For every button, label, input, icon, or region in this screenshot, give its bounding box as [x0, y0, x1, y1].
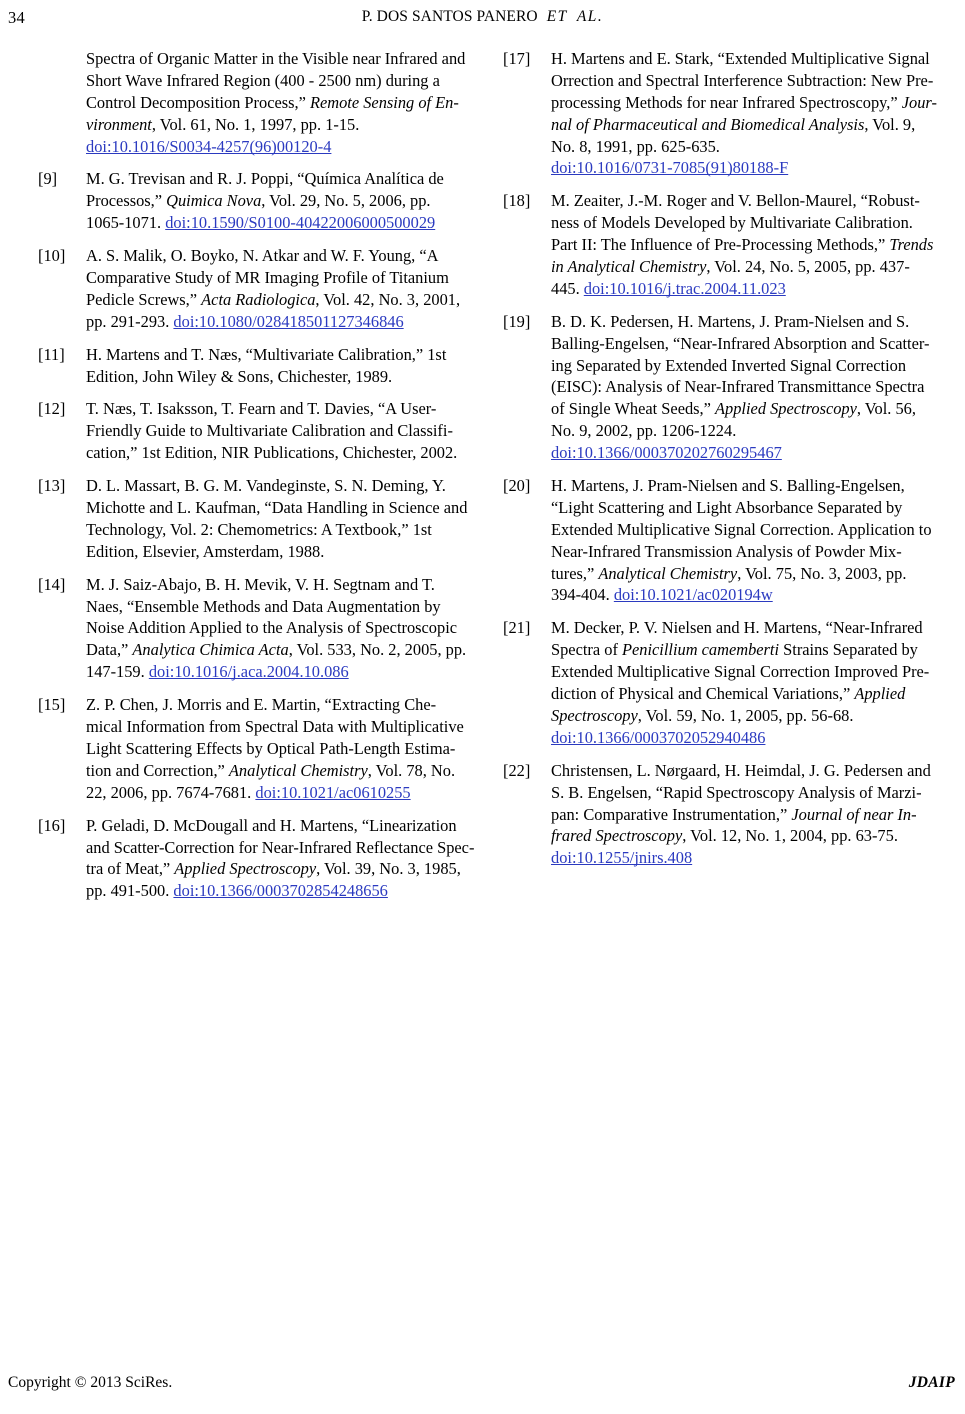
running-title-etal: ET [546, 8, 568, 25]
reference-line: in Analytical Chemistry, Vol. 24, No. 5, 2005, pp. 437- [551, 257, 910, 277]
reference-line: Orrection and Spectral Interference Subtraction: New Pre- [551, 70, 934, 90]
reference-line: H. Martens and E. Stark, “Extended Multiplicative Signal [551, 49, 930, 68]
reference-line: P. Geladi, D. McDougall and H. Martens, “Linearization [86, 815, 457, 835]
journal-title: vironment [86, 114, 152, 134]
reference-text [86, 344, 460, 388]
reference-line: 445. doi:10.1016/j.trac.2004.11.023 [551, 278, 786, 298]
reference-number: [9] [38, 169, 58, 189]
doi-link[interactable]: doi:10.1016/0731-7085(91)80188-F [551, 158, 789, 178]
reference-line: A. S. Malik, O. Boyko, N. Atkar and W. F. Young, “A [86, 246, 439, 266]
reference-text [86, 245, 460, 333]
reference-line: Noise Addition Applied to the Analysis of Spectroscopic [86, 618, 458, 638]
reference-text [551, 190, 934, 299]
reference-text [86, 48, 466, 157]
reference-text [551, 617, 930, 748]
reference-entry [503, 617, 930, 748]
doi-link[interactable]: doi:10.1016/j.aca.2004.10.086 [148, 662, 349, 682]
reference-line: frared Spectroscopy, Vol. 12, No. 1, 2004, pp. 63-75. [551, 826, 898, 846]
reference-line: processing Methods for near Infrared Spectroscopy,” Jour- [551, 92, 937, 112]
reference-line: tion and Correction,” Analytical Chemistry, Vol. 78, No. [86, 760, 456, 780]
copyright-notice: Copyright © 2013 SciRes. [8, 1374, 173, 1391]
reference-text [86, 475, 468, 563]
reference-line: S. B. Engelsen, “Rapid Spectroscopy Analysis of Marzi- [551, 782, 922, 802]
reference-number: [13] [38, 476, 66, 496]
reference-line: ness of Models Developed by Multivariate Calibration. [551, 213, 913, 233]
reference-line: 22, 2006, pp. 7674-7681. doi:10.1021/ac0610255 [86, 782, 411, 802]
reference-text [551, 48, 937, 179]
journal-title: Applied [854, 684, 906, 704]
reference-number: [11] [38, 344, 65, 364]
reference-text [86, 694, 464, 803]
reference-line: vironment, Vol. 61, No. 1, 1997, pp. 1-15. [86, 114, 360, 134]
reference-entry [503, 760, 931, 869]
reference-line: Light Scattering Effects by Optical Path-Length Estima- [86, 738, 456, 758]
reference-line: Naes, “Ensemble Methods and Data Augmentation by [86, 596, 441, 616]
reference-number: [10] [38, 246, 66, 266]
reference-entry [503, 48, 937, 179]
running-title-etal2: AL. [576, 8, 604, 25]
journal-title: Trends [889, 235, 934, 255]
reference-entry [38, 815, 475, 903]
doi-link[interactable]: doi:10.1590/S0100-40422006000500029 [165, 213, 436, 233]
reference-line [86, 136, 460, 158]
page-number: 34 [8, 8, 25, 27]
doi-link[interactable]: doi:10.1255/jnirs.408 [551, 848, 693, 868]
journal-title: frared Spectroscopy [551, 826, 683, 846]
reference-line: Friendly Guide to Multivariate Calibration and Classifi- [86, 421, 453, 441]
doi-link[interactable]: doi:10.1366/0003702052940486 [551, 727, 766, 747]
reference-line: 147-159. doi:10.1016/j.aca.2004.10.086 [86, 662, 349, 682]
reference-line: pp. 491-500. doi:10.1366/0003702854248656 [86, 881, 388, 901]
reference-line: Christensen, L. Nørgaard, H. Heimdal, J. G. Pedersen and [551, 760, 931, 780]
reference-line: diction of Physical and Chemical Variations,” Applied [551, 684, 906, 704]
reference-entry [38, 574, 467, 683]
reference-line: Pedicle Screws,” Acta Radiologica, Vol. 42, No. 3, 2001, [86, 289, 461, 309]
reference-line: M. J. Saiz-Abajo, B. H. Mevik, V. H. Segtnam and T. [86, 574, 435, 594]
doi-link[interactable]: doi:10.1366/0003702854248656 [173, 881, 388, 901]
doi-link[interactable]: doi:10.1016/S0034-4257(96)00120-4 [86, 136, 332, 156]
reference-entry [38, 168, 460, 234]
reference-number: [18] [503, 191, 531, 211]
reference-line: Edition, Elsevier, Amsterdam, 1988. [86, 541, 325, 561]
journal-title: Quimica Nova [166, 191, 262, 211]
reference-line: pan: Comparative Instrumentation,” Journal of near In- [551, 804, 917, 824]
reference-number: [19] [503, 311, 531, 331]
reference-line: Edition, John Wiley & Sons, Chichester, 1989. [86, 366, 393, 386]
reference-line: M. G. Trevisan and R. J. Poppi, “Química Analítica de [86, 169, 444, 189]
reference-entry [503, 311, 930, 464]
reference-line: Comparative Study of MR Imaging Profile of Titanium [86, 268, 449, 288]
reference-line: Z. P. Chen, J. Morris and E. Martin, “Extracting Che- [86, 695, 437, 715]
reference-text [86, 574, 467, 683]
journal-title: Analytica Chimica Acta [132, 640, 289, 660]
reference-line: ing Separated by Extended Inverted Signal Correction [551, 355, 907, 375]
reference-line: No. 9, 2002, pp. 1206-1224. [551, 421, 737, 441]
doi-link[interactable]: doi:10.1021/ac0610255 [255, 782, 411, 802]
reference-line: No. 8, 1991, pp. 625-635. [551, 136, 720, 156]
reference-number: [12] [38, 399, 66, 419]
reference-line: of Single Wheat Seeds,” Applied Spectroscopy, Vol. 56, [551, 399, 916, 419]
journal-title: Spectroscopy [551, 705, 638, 725]
reference-line: Balling-Engelsen, “Near-Infrared Absorption and Scatter- [551, 333, 930, 353]
reference-line: and Scatter-Correction for Near-Infrared Reflectance Spec- [86, 837, 475, 857]
journal-title: Analytical Chemistry [228, 760, 368, 780]
running-head [0, 8, 965, 30]
reference-number: [16] [38, 815, 66, 835]
reference-line: M. Zeaiter, J.-M. Roger and V. Bellon-Maurel, “Robust- [551, 191, 920, 211]
reference-line: H. Martens and T. Næs, “Multivariate Calibration,” 1st [86, 344, 447, 364]
reference-line: Part II: The Influence of Pre-Processing Methods,” Trends [551, 235, 934, 255]
reference-text [551, 475, 932, 606]
reference-line [551, 442, 925, 464]
running-title [0, 8, 965, 26]
reference-line: Near-Infrared Transmission Analysis of Powder Mix- [551, 541, 902, 561]
reference-text [86, 168, 460, 234]
journal-title: Analytical Chemistry [598, 563, 738, 583]
reference-number: [22] [503, 760, 531, 780]
reference-line: mical Information from Spectral Data with Multiplicative [86, 717, 464, 737]
reference-line: 394-404. doi:10.1021/ac020194w [551, 585, 773, 605]
running-title-text: P. DOS SANTOS PANERO [361, 8, 538, 25]
reference-text [551, 311, 930, 464]
reference-text [551, 760, 931, 869]
reference-line: B. D. K. Pedersen, H. Martens, J. Pram-Nielsen and S. [551, 311, 910, 331]
reference-column-left [38, 48, 475, 913]
reference-line: D. L. Massart, B. G. M. Vandeginste, S. N. Deming, Y. [86, 476, 446, 496]
doi-link[interactable]: doi:10.1366/000370202760295467 [551, 443, 782, 463]
journal-title: Applied Spectroscopy [715, 399, 857, 419]
journal-title: Applied Spectroscopy [174, 859, 317, 879]
reference-number: [20] [503, 476, 531, 496]
reference-line: T. Næs, T. Isaksson, T. Fearn and T. Davies, “A User- [86, 399, 437, 419]
reference-line [551, 157, 925, 179]
reference-line: Short Wave Infrared Region (400 - 2500 nm) during a [86, 70, 440, 90]
journal-title: Remote Sensing of En- [309, 92, 459, 112]
reference-number: [17] [503, 49, 531, 68]
journal-title: nal of Pharmaceutical and Biomedical Analysis [551, 114, 865, 134]
reference-line: Data,” Analytica Chimica Acta, Vol. 533, No. 2, 2005, pp. [86, 640, 467, 660]
reference-entry [38, 475, 468, 563]
reference-line: “Light Scattering and Light Absorbance Separated by [551, 497, 903, 517]
reference-line: Spectra of Organic Matter in the Visible near Infrared and [86, 49, 466, 68]
reference-line: Technology, Vol. 2: Chemometrics: A Textbook,” 1st [86, 519, 432, 539]
journal-title: Penicillium camemberti [622, 640, 780, 660]
reference-line: Control Decomposition Process,” Remote Sensing of En- [86, 92, 459, 112]
reference-line: Michotte and L. Kaufman, “Data Handling in Science and [86, 498, 468, 518]
reference-line: tra of Meat,” Applied Spectroscopy, Vol. 39, No. 3, 1985, [86, 859, 461, 879]
reference-number: [15] [38, 695, 66, 715]
journal-title: in Analytical Chemistry [551, 257, 707, 277]
journal-abbreviation: JDAIP [908, 1374, 955, 1391]
reference-line: tures,” Analytical Chemistry, Vol. 75, No. 3, 2003, pp. [551, 563, 907, 583]
reference-line: nal of Pharmaceutical and Biomedical Analysis, Vol. 9, [551, 114, 916, 134]
reference-line: (EISC): Analysis of Near-Infrared Transmittance Spectra [551, 377, 925, 397]
reference-entry [38, 48, 466, 157]
doi-link[interactable]: doi:10.1021/ac020194w [613, 585, 773, 605]
reference-text [86, 815, 475, 903]
reference-entry [38, 245, 460, 333]
reference-line [551, 847, 925, 869]
reference-entry [38, 694, 464, 803]
doi-link[interactable]: doi:10.1016/j.trac.2004.11.023 [583, 278, 786, 298]
doi-link[interactable]: doi:10.1080/028418501127346846 [173, 311, 404, 331]
reference-entry [38, 398, 460, 464]
journal-title: Journal of near In- [791, 804, 917, 824]
reference-line: pp. 291-293. doi:10.1080/028418501127346846 [86, 311, 404, 331]
reference-text [86, 398, 460, 464]
reference-column-right [503, 48, 937, 880]
reference-entry [38, 344, 460, 388]
reference-line: Extended Multiplicative Signal Correction. Application to [551, 519, 932, 539]
reference-entry [503, 190, 934, 299]
reference-line: 1065-1071. doi:10.1590/S0100-40422006000500029 [86, 213, 436, 233]
page-footer [0, 1374, 965, 1396]
reference-line: Spectroscopy, Vol. 59, No. 1, 2005, pp. 56-68. [551, 705, 854, 725]
reference-line: cation,” 1st Edition, NIR Publications, Chichester, 2002. [86, 443, 458, 463]
reference-line: Processos,” Quimica Nova, Vol. 29, No. 5, 2006, pp. [86, 191, 431, 211]
reference-line: Extended Multiplicative Signal Correction Improved Pre- [551, 662, 930, 682]
reference-line [551, 727, 925, 749]
reference-number: [21] [503, 618, 531, 638]
journal-title: Acta Radiologica [201, 289, 316, 309]
reference-entry [503, 475, 932, 606]
reference-line: H. Martens, J. Pram-Nielsen and S. Balling-Engelsen, [551, 476, 905, 496]
journal-title: Jour- [901, 92, 937, 112]
reference-line: Spectra of Penicillium camemberti Strains Separated by [551, 640, 918, 660]
reference-number: [14] [38, 574, 66, 594]
reference-line: M. Decker, P. V. Nielsen and H. Martens, “Near-Infrared [551, 618, 923, 638]
